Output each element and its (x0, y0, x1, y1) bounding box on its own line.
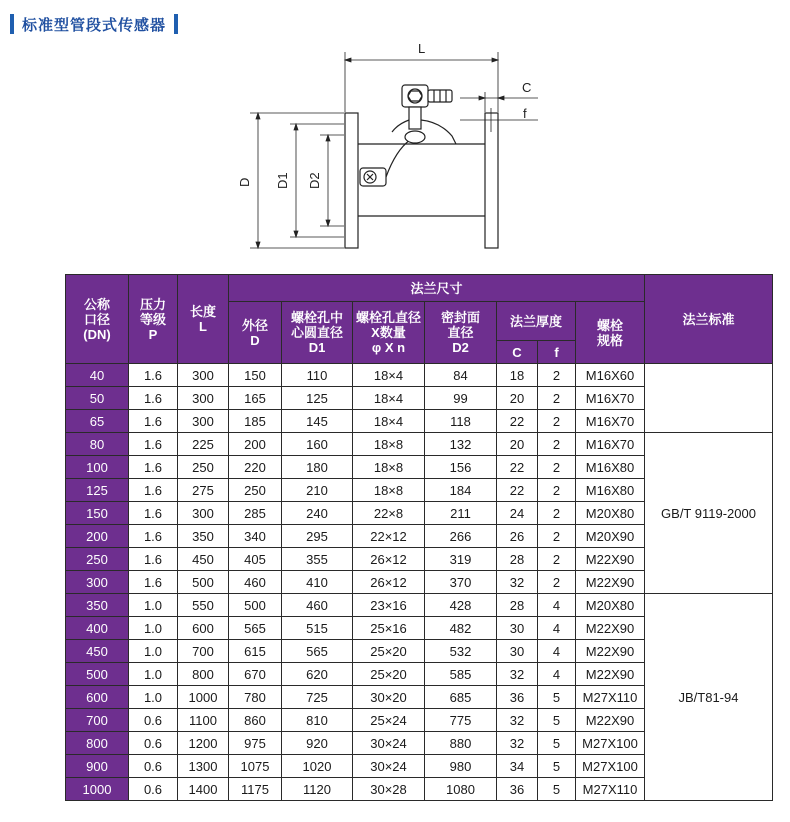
cell-dn: 450 (66, 640, 129, 663)
cell-d: 1175 (229, 778, 282, 801)
cell-l: 800 (178, 663, 229, 686)
dim-label-l: L (418, 41, 426, 56)
cell-dn: 700 (66, 709, 129, 732)
col-standard: 法兰标准 (645, 275, 773, 364)
cell-holes: 18×4 (353, 387, 425, 410)
cell-c: 24 (497, 502, 538, 525)
cell-d: 1075 (229, 755, 282, 778)
cell-holes: 18×8 (353, 433, 425, 456)
cell-f: 5 (538, 686, 576, 709)
cell-f: 5 (538, 732, 576, 755)
dim-label-d1: D1 (275, 172, 290, 189)
spec-table (65, 274, 773, 801)
cell-d2: 132 (425, 433, 497, 456)
cell-d: 780 (229, 686, 282, 709)
cell-c: 28 (497, 594, 538, 617)
cell-d: 860 (229, 709, 282, 732)
cell-d2: 211 (425, 502, 497, 525)
cell-f: 2 (538, 479, 576, 502)
cell-bolt: M16X70 (576, 433, 645, 456)
cell-d: 200 (229, 433, 282, 456)
cell-l: 350 (178, 525, 229, 548)
cell-l: 500 (178, 571, 229, 594)
dim-label-f: f (523, 106, 527, 121)
cell-p: 1.0 (129, 663, 178, 686)
cell-f: 5 (538, 709, 576, 732)
cell-c: 30 (497, 640, 538, 663)
col-bolt-holes: 螺栓孔直径 X数量 φ X n (353, 302, 425, 364)
cell-standard (645, 364, 773, 433)
col-pressure: 压力 等级 P (129, 275, 178, 364)
cell-c: 30 (497, 617, 538, 640)
cell-bolt: M22X90 (576, 617, 645, 640)
cell-f: 2 (538, 387, 576, 410)
cell-p: 1.0 (129, 594, 178, 617)
cell-d: 165 (229, 387, 282, 410)
cell-bolt: M16X80 (576, 456, 645, 479)
cell-l: 1300 (178, 755, 229, 778)
cell-holes: 18×4 (353, 410, 425, 433)
page-title-bar (10, 13, 178, 35)
cell-l: 1200 (178, 732, 229, 755)
cell-c: 32 (497, 732, 538, 755)
cell-d1: 1120 (282, 778, 353, 801)
cell-f: 4 (538, 640, 576, 663)
cell-d: 500 (229, 594, 282, 617)
cell-holes: 25×24 (353, 709, 425, 732)
cell-dn: 350 (66, 594, 129, 617)
cell-f: 2 (538, 433, 576, 456)
cell-dn: 300 (66, 571, 129, 594)
cell-f: 2 (538, 548, 576, 571)
cell-d1: 240 (282, 502, 353, 525)
cell-dn: 600 (66, 686, 129, 709)
cell-l: 550 (178, 594, 229, 617)
cell-bolt: M20X80 (576, 594, 645, 617)
cell-bolt: M20X90 (576, 525, 645, 548)
cell-dn: 500 (66, 663, 129, 686)
cell-d2: 1080 (425, 778, 497, 801)
cell-holes: 18×4 (353, 364, 425, 387)
cell-d: 460 (229, 571, 282, 594)
cell-d: 250 (229, 479, 282, 502)
table-row (66, 433, 773, 456)
cell-d: 185 (229, 410, 282, 433)
cell-bolt: M22X90 (576, 709, 645, 732)
cell-holes: 18×8 (353, 456, 425, 479)
cell-holes: 22×12 (353, 525, 425, 548)
cell-p: 1.6 (129, 410, 178, 433)
cell-d: 220 (229, 456, 282, 479)
cell-l: 275 (178, 479, 229, 502)
cell-c: 32 (497, 663, 538, 686)
cell-bolt: M22X90 (576, 548, 645, 571)
cell-d2: 370 (425, 571, 497, 594)
col-bolt-spec: 螺栓 规格 (576, 302, 645, 364)
cell-d2: 99 (425, 387, 497, 410)
col-d2: 密封面 直径 D2 (425, 302, 497, 364)
cell-d1: 565 (282, 640, 353, 663)
cell-holes: 18×8 (353, 479, 425, 502)
cell-dn: 900 (66, 755, 129, 778)
cell-bolt: M22X90 (576, 640, 645, 663)
cell-c: 34 (497, 755, 538, 778)
cell-holes: 25×20 (353, 640, 425, 663)
dim-label-c: C (522, 80, 532, 95)
cell-c: 20 (497, 387, 538, 410)
cell-f: 4 (538, 617, 576, 640)
cell-holes: 30×24 (353, 755, 425, 778)
cell-c: 36 (497, 778, 538, 801)
cell-c: 32 (497, 709, 538, 732)
cell-l: 600 (178, 617, 229, 640)
cell-p: 1.6 (129, 571, 178, 594)
col-outer-d: 外径 D (229, 302, 282, 364)
cell-d1: 515 (282, 617, 353, 640)
cell-l: 225 (178, 433, 229, 456)
cell-c: 22 (497, 479, 538, 502)
cell-p: 1.0 (129, 617, 178, 640)
cell-l: 300 (178, 387, 229, 410)
cell-c: 36 (497, 686, 538, 709)
cell-f: 5 (538, 755, 576, 778)
cell-d1: 295 (282, 525, 353, 548)
cell-p: 1.0 (129, 686, 178, 709)
cell-d2: 685 (425, 686, 497, 709)
cell-bolt: M16X80 (576, 479, 645, 502)
cell-d1: 355 (282, 548, 353, 571)
cell-standard: GB/T 9119-2000 (645, 433, 773, 594)
cell-p: 0.6 (129, 778, 178, 801)
cell-p: 1.6 (129, 456, 178, 479)
cell-dn: 800 (66, 732, 129, 755)
cell-dn: 50 (66, 387, 129, 410)
cell-c: 32 (497, 571, 538, 594)
sensor-drawing (220, 40, 550, 255)
cell-dn: 65 (66, 410, 129, 433)
cell-bolt: M22X90 (576, 663, 645, 686)
cell-c: 22 (497, 456, 538, 479)
cell-c: 22 (497, 410, 538, 433)
cell-f: 5 (538, 778, 576, 801)
col-length: 长度 L (178, 275, 229, 364)
cell-d1: 620 (282, 663, 353, 686)
cell-bolt: M16X70 (576, 387, 645, 410)
cell-d2: 428 (425, 594, 497, 617)
cell-d2: 266 (425, 525, 497, 548)
col-group-thickness: 法兰厚度 (497, 302, 576, 341)
cell-l: 1100 (178, 709, 229, 732)
cell-dn: 250 (66, 548, 129, 571)
cell-dn: 100 (66, 456, 129, 479)
cell-p: 1.6 (129, 525, 178, 548)
col-dn: 公称 口径 (DN) (66, 275, 129, 364)
cell-f: 2 (538, 410, 576, 433)
cell-d1: 410 (282, 571, 353, 594)
table-row (66, 364, 773, 387)
cell-d: 340 (229, 525, 282, 548)
cell-bolt: M16X70 (576, 410, 645, 433)
cell-d1: 725 (282, 686, 353, 709)
cell-bolt: M27X110 (576, 778, 645, 801)
cell-d1: 210 (282, 479, 353, 502)
cell-holes: 26×12 (353, 571, 425, 594)
cell-d2: 532 (425, 640, 497, 663)
cell-f: 4 (538, 663, 576, 686)
col-f: f (538, 341, 576, 364)
dim-label-d2: D2 (307, 172, 322, 189)
col-c: C (497, 341, 538, 364)
cell-holes: 22×8 (353, 502, 425, 525)
cell-f: 2 (538, 364, 576, 387)
cell-d: 670 (229, 663, 282, 686)
cell-l: 250 (178, 456, 229, 479)
cell-l: 700 (178, 640, 229, 663)
title-right-bar (174, 14, 178, 34)
cell-holes: 30×28 (353, 778, 425, 801)
table-row (66, 594, 773, 617)
cell-p: 0.6 (129, 709, 178, 732)
cell-holes: 25×16 (353, 617, 425, 640)
cell-d1: 180 (282, 456, 353, 479)
cell-dn: 40 (66, 364, 129, 387)
cell-holes: 25×20 (353, 663, 425, 686)
cell-f: 2 (538, 502, 576, 525)
col-d1: 螺栓孔中 心圆直径 D1 (282, 302, 353, 364)
cell-d1: 145 (282, 410, 353, 433)
cell-d2: 319 (425, 548, 497, 571)
cell-bolt: M27X110 (576, 686, 645, 709)
cell-holes: 30×24 (353, 732, 425, 755)
cell-d: 405 (229, 548, 282, 571)
cell-l: 300 (178, 410, 229, 433)
cell-c: 26 (497, 525, 538, 548)
left-flange (345, 113, 358, 248)
cell-d2: 775 (425, 709, 497, 732)
cell-d1: 810 (282, 709, 353, 732)
cell-p: 0.6 (129, 732, 178, 755)
spec-table-body (66, 364, 773, 801)
cell-f: 2 (538, 456, 576, 479)
page-title: 标准型管段式传感器 (22, 15, 167, 34)
cell-bolt: M22X90 (576, 571, 645, 594)
cell-d2: 84 (425, 364, 497, 387)
cell-p: 0.6 (129, 755, 178, 778)
cell-d: 150 (229, 364, 282, 387)
cell-d: 285 (229, 502, 282, 525)
cell-d: 975 (229, 732, 282, 755)
cell-bolt: M27X100 (576, 732, 645, 755)
cell-holes: 23×16 (353, 594, 425, 617)
cell-d1: 1020 (282, 755, 353, 778)
cell-l: 1000 (178, 686, 229, 709)
dim-label-d: D (237, 177, 252, 187)
cell-bolt: M20X80 (576, 502, 645, 525)
cell-d1: 160 (282, 433, 353, 456)
cell-d1: 460 (282, 594, 353, 617)
cell-f: 2 (538, 525, 576, 548)
cell-d2: 482 (425, 617, 497, 640)
cell-dn: 400 (66, 617, 129, 640)
cell-d2: 118 (425, 410, 497, 433)
cell-dn: 125 (66, 479, 129, 502)
cell-dn: 80 (66, 433, 129, 456)
cell-d1: 125 (282, 387, 353, 410)
cell-d: 565 (229, 617, 282, 640)
cell-standard: JB/T81-94 (645, 594, 773, 801)
cell-d2: 980 (425, 755, 497, 778)
cell-dn: 150 (66, 502, 129, 525)
cell-p: 1.6 (129, 364, 178, 387)
cell-holes: 26×12 (353, 548, 425, 571)
cell-l: 450 (178, 548, 229, 571)
cell-l: 1400 (178, 778, 229, 801)
cell-f: 2 (538, 571, 576, 594)
cell-p: 1.0 (129, 640, 178, 663)
cell-d2: 880 (425, 732, 497, 755)
cell-d2: 156 (425, 456, 497, 479)
cell-p: 1.6 (129, 502, 178, 525)
cell-d2: 184 (425, 479, 497, 502)
cell-l: 300 (178, 502, 229, 525)
cell-c: 28 (497, 548, 538, 571)
cell-f: 4 (538, 594, 576, 617)
cell-dn: 1000 (66, 778, 129, 801)
cell-l: 300 (178, 364, 229, 387)
cell-d: 615 (229, 640, 282, 663)
cell-d1: 920 (282, 732, 353, 755)
cell-p: 1.6 (129, 387, 178, 410)
cell-d1: 110 (282, 364, 353, 387)
title-left-bar (10, 14, 14, 34)
cell-bolt: M27X100 (576, 755, 645, 778)
cell-p: 1.6 (129, 479, 178, 502)
cell-c: 18 (497, 364, 538, 387)
cell-p: 1.6 (129, 433, 178, 456)
col-group-flange-size: 法兰尺寸 (229, 275, 645, 302)
cell-holes: 30×20 (353, 686, 425, 709)
cell-p: 1.6 (129, 548, 178, 571)
cell-c: 20 (497, 433, 538, 456)
cell-dn: 200 (66, 525, 129, 548)
right-flange (485, 113, 498, 248)
cell-d2: 585 (425, 663, 497, 686)
cell-bolt: M16X60 (576, 364, 645, 387)
